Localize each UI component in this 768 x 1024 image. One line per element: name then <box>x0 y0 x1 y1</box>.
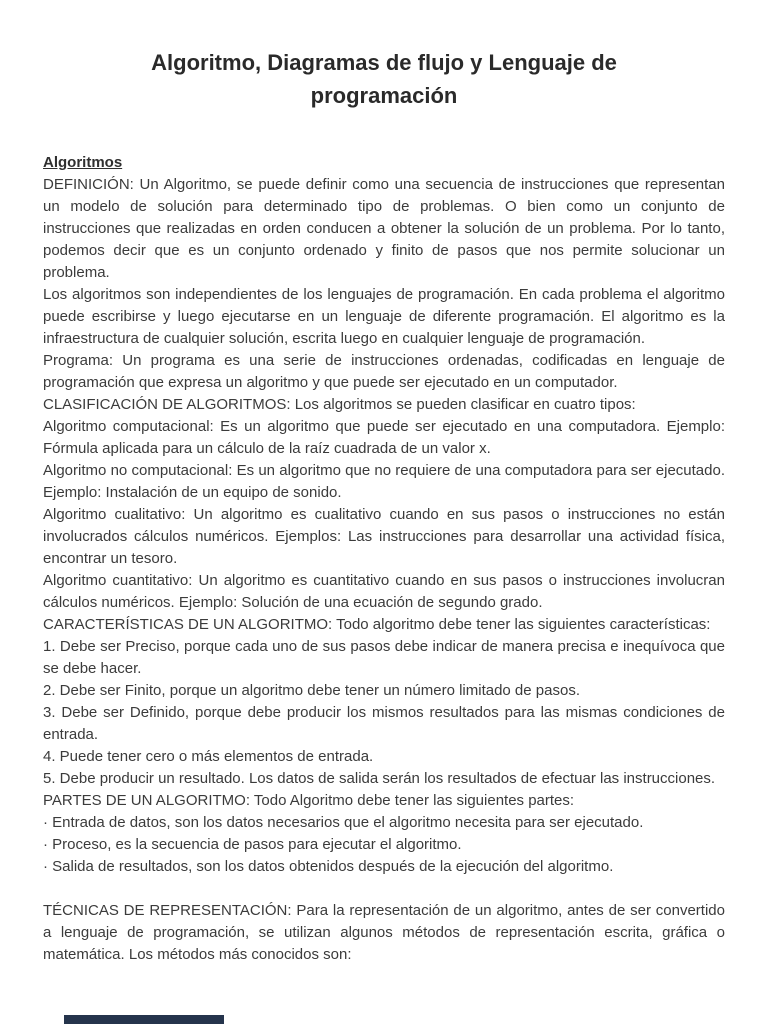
paragraph-definicion: DEFINICIÓN: Un Algoritmo, se puede definir como una secuencia de instrucciones que representan un modelo de solución para determinado tipo de problemas. O bien como un conjunto de instrucciones que realizadas en orden conducen a obtener la solución de un problema. Por lo tanto, podemos decir que es un conjunto ordenado y finito de pasos que nos permite solucionar un problema. <box>43 176 725 281</box>
paragraph-partes: PARTES DE UN ALGORITMO: Todo Algoritmo debe tener las siguientes partes: <box>43 792 575 809</box>
paragraph-entrada-datos: · Entrada de datos, son los datos necesarios que el algoritmo necesita para ser ejecutado. <box>43 814 644 831</box>
paragraph-tecnicas: TÉCNICAS DE REPRESENTACIÓN: Para la representación de un algoritmo, antes de ser convertido a lenguaje de programación, se utilizan algunos métodos de representación escrita, gráfica o matemática. Los métodos más conocidos son: <box>43 902 725 963</box>
paragraph-caracteristica-1: 1. Debe ser Preciso, porque cada uno de sus pasos debe indicar de manera precisa e inequívoca que se debe hacer. <box>43 638 725 677</box>
paragraph-no-computacional: Algoritmo no computacional: Es un algoritmo que no requiere de una computadora para ser ejecutado. Ejemplo: Instalación de un equipo de sonido. <box>43 462 725 501</box>
paragraph-programa: Programa: Un programa es una serie de instrucciones ordenadas, codificadas en lenguaje de programación que expresa un algoritmo y que puede ser ejecutado en un computador. <box>43 352 725 391</box>
paragraph-cualitativo: Algoritmo cualitativo: Un algoritmo es cualitativo cuando en sus pasos o instrucciones no están involucrados cálculos numéricos. Ejemplos: Las instrucciones para desarrollar una actividad física, encontrar un tesoro. <box>43 506 725 567</box>
paragraph-independientes: Los algoritmos son independientes de los lenguajes de programación. En cada problema el algoritmo puede escribirse y luego ejecutarse en un lenguaje de diferente programación. El algoritmo es la infraestructura de cualquier solución, escrita luego en cualquier lenguaje de programación. <box>43 286 725 347</box>
document-title: Algoritmo, Diagramas de flujo y Lenguaje de programación <box>151 50 617 108</box>
paragraph-caracteristica-2: 2. Debe ser Finito, porque un algoritmo debe tener un número limitado de pasos. <box>43 682 580 699</box>
paragraph-computacional: Algoritmo computacional: Es un algoritmo que puede ser ejecutado en una computadora. Ejemplo: Fórmula aplicada para un cálculo de la raíz cuadrada de un valor x. <box>43 418 725 457</box>
document-body <box>43 152 725 966</box>
paragraph-spacer <box>43 878 725 900</box>
paragraph-proceso: · Proceso, es la secuencia de pasos para ejecutar el algoritmo. <box>43 836 462 853</box>
paragraph-caracteristicas: CARACTERÍSTICAS DE UN ALGORITMO: Todo algoritmo debe tener las siguientes características: <box>43 616 711 633</box>
section-heading: Algoritmos <box>43 154 123 171</box>
paragraph-caracteristica-3: 3. Debe ser Definido, porque debe producir los mismos resultados para las mismas condiciones de entrada. <box>43 704 725 743</box>
paragraph-clasificacion: CLASIFICACIÓN DE ALGORITMOS: Los algoritmos se pueden clasificar en cuatro tipos: <box>43 396 636 413</box>
paragraph-caracteristica-4: 4. Puede tener cero o más elementos de entrada. <box>43 748 374 765</box>
paragraph-cuantitativo: Algoritmo cuantitativo: Un algoritmo es cuantitativo cuando en sus pasos o instrucciones involucran cálculos numéricos. Ejemplo: Solución de una ecuación de segundo grado. <box>43 572 725 611</box>
paragraph-salida: · Salida de resultados, son los datos obtenidos después de la ejecución del algoritmo. <box>43 858 614 875</box>
next-page-top-edge <box>64 1015 224 1024</box>
paragraph-caracteristica-5: 5. Debe producir un resultado. Los datos de salida serán los resultados de efectuar las instrucciones. <box>43 770 716 787</box>
